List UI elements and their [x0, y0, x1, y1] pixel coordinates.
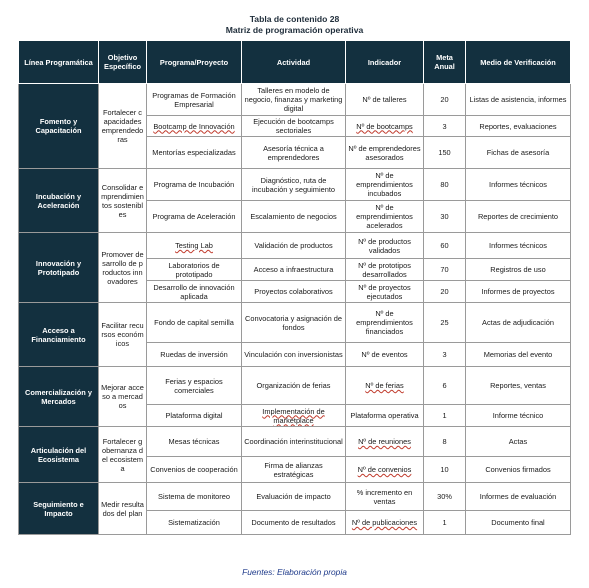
- program-cell: Sistema de monitoreo: [147, 483, 242, 511]
- program-cell: Programa de Incubación: [147, 169, 242, 201]
- line-cell: Articulación del Ecosistema: [19, 427, 99, 483]
- indicator-cell: [346, 427, 424, 457]
- goal-cell: 6: [424, 367, 466, 405]
- objective-cell: Medir resultados del plan: [99, 483, 147, 535]
- verification-cell: Documento final: [466, 511, 571, 535]
- indicator-text: Nº de bootcamps: [356, 121, 413, 131]
- indicator-cell: % incremento en ventas: [346, 483, 424, 511]
- table-row: [19, 303, 571, 343]
- objective-cell: Consolidar emprendimientos sostenibles: [99, 169, 147, 233]
- indicator-cell: [346, 116, 424, 137]
- goal-cell: 8: [424, 427, 466, 457]
- table-row: [19, 367, 571, 405]
- goal-cell: 60: [424, 233, 466, 259]
- indicator-cell: [346, 511, 424, 535]
- table-row: [19, 169, 571, 201]
- objective-cell: Promover desarrollo de productos innovadores: [99, 233, 147, 303]
- program-cell: Plataforma digital: [147, 405, 242, 427]
- line-cell: Incubación y Aceleración: [19, 169, 99, 233]
- goal-cell: 10: [424, 457, 466, 483]
- activity-cell: Coordinación interinstitucional: [242, 427, 346, 457]
- goal-cell: 70: [424, 259, 466, 281]
- program-cell: Mesas técnicas: [147, 427, 242, 457]
- verification-cell: Reportes de crecimiento: [466, 201, 571, 233]
- header-goal: Meta Anual: [424, 41, 466, 84]
- goal-cell: 1: [424, 405, 466, 427]
- line-cell: Comercialización y Mercados: [19, 367, 99, 427]
- indicator-cell: Nº de talleres: [346, 84, 424, 116]
- table-row: [19, 483, 571, 511]
- verification-cell: Reportes, ventas: [466, 367, 571, 405]
- objective-cell: Fortalecer gobernanza del ecosistema: [99, 427, 147, 483]
- activity-cell: Convocatoria y asignación de fondos: [242, 303, 346, 343]
- indicator-cell: Nº de emprendimientos financiados: [346, 303, 424, 343]
- activity-cell: Evaluación de impacto: [242, 483, 346, 511]
- header-verification: Medio de Verificación: [466, 41, 571, 84]
- verification-cell: Informe técnico: [466, 405, 571, 427]
- goal-cell: 20: [424, 84, 466, 116]
- goal-cell: 1: [424, 511, 466, 535]
- operational-programming-matrix: [18, 40, 571, 535]
- table-caption-number: Tabla de contenido 28: [249, 14, 340, 24]
- goal-cell: 20: [424, 281, 466, 303]
- indicator-text: Nº de reuniones: [358, 437, 411, 446]
- indicator-cell: Nº de emprendedores asesorados: [346, 137, 424, 169]
- goal-cell: 25: [424, 303, 466, 343]
- objective-cell: Mejorar acceso a mercados: [99, 367, 147, 427]
- indicator-cell: Nº de emprendimientos acelerados: [346, 201, 424, 233]
- program-text: Bootcamp de Innovación: [153, 121, 235, 131]
- line-cell: Innovación y Prototipado: [19, 233, 99, 303]
- verification-cell: Listas de asistencia, informes: [466, 84, 571, 116]
- indicator-cell: Nº de proyectos ejecutados: [346, 281, 424, 303]
- program-cell: [147, 233, 242, 259]
- activity-cell: Talleres en modelo de negocio, finanzas y marketing digital: [242, 84, 346, 116]
- objective-cell: Fortalecer capacidades emprendedoras: [99, 84, 147, 169]
- program-cell: Programa de Aceleración: [147, 201, 242, 233]
- verification-cell: Informes técnicos: [466, 233, 571, 259]
- goal-cell: 30%: [424, 483, 466, 511]
- source-note: Fuentes: Elaboración propia: [242, 567, 347, 577]
- indicator-text: Nº de publicaciones: [351, 518, 418, 527]
- activity-cell: Organización de ferias: [242, 367, 346, 405]
- header-objective: Objetivo Específico: [99, 41, 147, 84]
- program-cell: Programas de Formación Empresarial: [147, 84, 242, 116]
- verification-cell: Reportes, evaluaciones: [466, 116, 571, 137]
- indicator-cell: Nº de eventos: [346, 343, 424, 367]
- activity-cell: Diagnóstico, ruta de incubación y seguimiento: [242, 169, 346, 201]
- activity-text: Implementación de marketplace: [262, 406, 325, 425]
- activity-cell: Vinculación con inversionistas: [242, 343, 346, 367]
- goal-cell: 150: [424, 137, 466, 169]
- goal-cell: 80: [424, 169, 466, 201]
- program-cell: Ruedas de inversión: [147, 343, 242, 367]
- header-row: [19, 41, 571, 84]
- header-line: Línea Programática: [19, 41, 99, 84]
- line-cell: Fomento y Capacitación: [19, 84, 99, 169]
- activity-cell: Validación de productos: [242, 233, 346, 259]
- verification-cell: Registros de uso: [466, 259, 571, 281]
- indicator-cell: [346, 457, 424, 483]
- program-cell: Mentorías especializadas: [147, 137, 242, 169]
- header-program: Programa/Proyecto: [147, 41, 242, 84]
- activity-cell: Proyectos colaborativos: [242, 281, 346, 303]
- table-row: [19, 427, 571, 457]
- program-cell: Sistematización: [147, 511, 242, 535]
- program-text: Testing Lab: [175, 241, 213, 250]
- header-indicator: Indicador: [346, 41, 424, 84]
- program-cell: Fondo de capital semilla: [147, 303, 242, 343]
- table-caption-title: Matriz de programación operativa: [225, 25, 364, 35]
- verification-cell: Memorias del evento: [466, 343, 571, 367]
- table-row: [19, 233, 571, 259]
- table-row: [19, 84, 571, 116]
- verification-cell: Informes técnicos: [466, 169, 571, 201]
- indicator-cell: Nº de productos validados: [346, 233, 424, 259]
- verification-cell: Actas de adjudicación: [466, 303, 571, 343]
- activity-cell: Firma de alianzas estratégicas: [242, 457, 346, 483]
- goal-cell: 30: [424, 201, 466, 233]
- indicator-text: Nº de ferias: [365, 381, 404, 390]
- activity-cell: Acceso a infraestructura: [242, 259, 346, 281]
- verification-cell: Fichas de asesoría: [466, 137, 571, 169]
- indicator-cell: Nº de emprendimientos incubados: [346, 169, 424, 201]
- verification-cell: Actas: [466, 427, 571, 457]
- program-cell: Ferias y espacios comerciales: [147, 367, 242, 405]
- indicator-cell: Nº de prototipos desarrollados: [346, 259, 424, 281]
- program-cell: Convenios de cooperación: [147, 457, 242, 483]
- line-cell: Acceso a Financiamiento: [19, 303, 99, 367]
- activity-cell: [242, 405, 346, 427]
- program-cell: [147, 116, 242, 137]
- activity-cell: Ejecución de bootcamps sectoriales: [242, 116, 346, 137]
- goal-cell: 3: [424, 116, 466, 137]
- program-cell: Laboratorios de prototipado: [147, 259, 242, 281]
- indicator-text: Nº de convenios: [357, 465, 412, 474]
- verification-cell: Convenios firmados: [466, 457, 571, 483]
- header-activity: Actividad: [242, 41, 346, 84]
- verification-cell: Informes de proyectos: [466, 281, 571, 303]
- activity-cell: Escalamiento de negocios: [242, 201, 346, 233]
- verification-cell: Informes de evaluación: [466, 483, 571, 511]
- goal-cell: 3: [424, 343, 466, 367]
- indicator-cell: Plataforma operativa: [346, 405, 424, 427]
- activity-cell: Asesoría técnica a emprendedores: [242, 137, 346, 169]
- activity-cell: Documento de resultados: [242, 511, 346, 535]
- objective-cell: Facilitar recursos económicos: [99, 303, 147, 367]
- program-cell: Desarrollo de innovación aplicada: [147, 281, 242, 303]
- line-cell: Seguimiento e Impacto: [19, 483, 99, 535]
- indicator-cell: [346, 367, 424, 405]
